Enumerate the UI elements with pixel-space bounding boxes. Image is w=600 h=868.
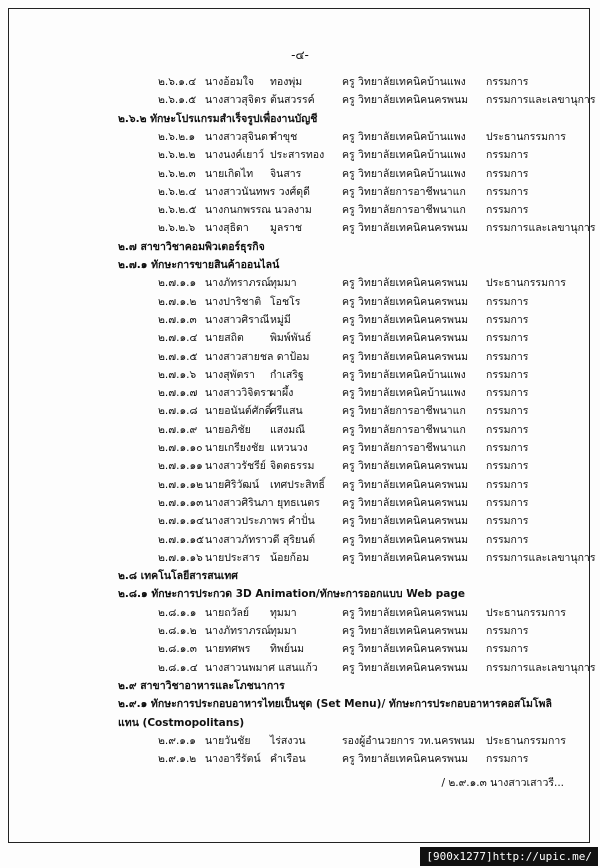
member-name: นายเกรียงชัย xyxy=(205,442,265,454)
member-organization: ครู วิทยาลัยการอาชีพนาแก xyxy=(342,442,466,454)
member-role: กรรมการและเลขานุการ xyxy=(486,94,596,107)
member-number: ๒.๙.๑.๑ xyxy=(158,734,196,747)
member-surname: จิตตธรรม xyxy=(270,460,315,473)
member-name: นายสถิต xyxy=(205,332,244,345)
member-role: กรรมการ xyxy=(486,753,529,766)
member-role: กรรมการ xyxy=(486,442,529,454)
member-organization: ครู วิทยาลัยการอาชีพนาแก xyxy=(342,423,466,436)
committee-member-row xyxy=(0,530,600,550)
member-number: ๒.๖.๒.๕ xyxy=(158,204,197,217)
section-heading xyxy=(0,676,600,696)
committee-member-row xyxy=(0,621,600,641)
committee-member-row xyxy=(0,90,600,110)
member-organization: ครู วิทยาลัยการอาชีพนาแก xyxy=(342,185,466,198)
committee-member-row xyxy=(0,420,600,440)
heading-text: ๒.๗.๑ ทักษะการขายสินค้าออนไลน์ xyxy=(118,259,280,271)
member-surname: กำเสริฐ xyxy=(270,368,304,381)
heading-text: ๒.๙ สาขาวิชาอาหารและโภชนาการ xyxy=(118,679,285,692)
member-organization: ครู วิทยาลัยเทคนิคนครพนม xyxy=(342,625,469,637)
member-role: กรรมการและเลขานุการ xyxy=(486,222,596,235)
member-number: ๒.๖.๒.๔ xyxy=(158,185,197,198)
member-surname: ทุมมา xyxy=(270,625,297,637)
member-number: ๒.๗.๑.๒ xyxy=(158,295,197,308)
committee-member-row xyxy=(0,218,600,238)
watermark: [900x1277]http://upic.me/ xyxy=(420,847,598,866)
member-organization: ครู วิทยาลัยเทคนิคบ้านแพง xyxy=(342,130,466,143)
member-role: ประธานกรรมการ xyxy=(486,734,566,747)
member-role: กรรมการ xyxy=(486,76,529,88)
committee-member-row xyxy=(0,292,600,312)
member-role: กรรมการ xyxy=(486,167,529,180)
committee-member-row xyxy=(0,383,600,403)
committee-member-row xyxy=(0,72,600,92)
member-organization: ครู วิทยาลัยเทคนิคนครพนม xyxy=(342,313,469,326)
member-surname: ผาผึ้ง xyxy=(270,387,294,400)
member-number: ๒.๙.๑.๒ xyxy=(158,753,197,766)
member-name: นางสุพัตรา xyxy=(205,368,255,381)
member-surname: ทองพุ่ม xyxy=(270,76,303,88)
member-role: กรรมการ xyxy=(486,496,529,509)
member-surname: มูลราช xyxy=(270,222,303,235)
member-name: นายเกิดไท xyxy=(205,167,254,180)
member-number: ๒.๗.๑.๑๓ xyxy=(158,496,204,509)
committee-member-row xyxy=(0,127,600,147)
member-surname: ประสารทอง xyxy=(270,149,325,162)
member-organization: ครู วิทยาลัยการอาชีพนาแก xyxy=(342,405,466,418)
member-name: นางสาวรัชรีย์ xyxy=(205,460,266,473)
member-surname: คำขุช xyxy=(270,130,298,143)
page-number: -๔- xyxy=(291,48,309,62)
member-name: นางอ้อมใจ xyxy=(205,76,255,88)
committee-member-row xyxy=(0,401,600,421)
member-number: ๒.๗.๑.๔ xyxy=(158,332,198,345)
member-organization: ครู วิทยาลัยเทคนิคบ้านแพง xyxy=(342,167,466,180)
member-role: กรรมการ xyxy=(486,185,529,198)
heading-text: ๒.๗ สาขาวิชาคอมพิวเตอร์ธุรกิจ xyxy=(118,240,265,253)
member-surname: ทิพย์นม xyxy=(270,643,305,656)
committee-member-row xyxy=(0,511,600,531)
member-number: ๒.๗.๑.๑ xyxy=(158,277,197,290)
member-number: ๒.๗.๑.๕ xyxy=(158,350,198,363)
member-role: กรรมการ xyxy=(486,405,529,418)
member-organization: ครู วิทยาลัยเทคนิคนครพนม xyxy=(342,551,469,564)
member-number: ๒.๖.๑.๕ xyxy=(158,94,197,107)
committee-member-row xyxy=(0,273,600,293)
member-surname: ทุมมา xyxy=(270,277,297,290)
member-name: นางสาวนพมาศ แสนแก้ว xyxy=(205,661,318,674)
member-role: กรรมการ xyxy=(486,313,529,326)
member-role: กรรมการ xyxy=(486,387,529,400)
member-organization: ครู วิทยาลัยเทคนิคนครพนม xyxy=(342,753,469,766)
heading-text: ๒.๘ เทคโนโลยีสารสนเทศ xyxy=(118,570,238,583)
member-number: ๒.๖.๑.๔ xyxy=(158,76,197,88)
member-surname: เทศประสิทธิ์ xyxy=(270,478,325,491)
member-name: นายถวัลย์ xyxy=(205,606,250,619)
member-name: นายอภิชัย xyxy=(205,423,251,436)
member-organization: ครู วิทยาลัยเทคนิคบ้านแพง xyxy=(342,368,466,381)
committee-member-row xyxy=(0,438,600,458)
member-role: กรรมการ xyxy=(486,533,529,546)
committee-member-row xyxy=(0,603,600,623)
member-name: นางนงค์เยาว์ xyxy=(205,149,265,162)
committee-member-row xyxy=(0,456,600,476)
committee-member-row xyxy=(0,493,600,513)
member-role: กรรมการ xyxy=(486,643,529,656)
member-surname: แสงมณี xyxy=(270,423,305,436)
section-heading xyxy=(0,255,600,275)
committee-member-row xyxy=(0,164,600,184)
section-heading xyxy=(0,694,600,714)
member-surname: ศรีแสน xyxy=(270,405,303,418)
member-role: กรรมการ xyxy=(486,625,529,637)
member-role: กรรมการ xyxy=(486,515,529,528)
committee-member-row xyxy=(0,639,600,659)
member-number: ๒.๖.๒.๖ xyxy=(158,222,196,235)
member-name: นางสาวสุจิตร xyxy=(205,94,267,107)
member-role: กรรมการ xyxy=(486,204,529,217)
member-name: นางอารีรัตน์ xyxy=(205,753,261,766)
committee-member-row xyxy=(0,310,600,330)
section-heading xyxy=(0,566,600,586)
member-number: ๒.๗.๑.๖ xyxy=(158,368,197,381)
member-number: ๒.๗.๑.๑๐ xyxy=(158,442,203,454)
member-role: กรรมการ xyxy=(486,478,529,491)
member-surname: จินสาร xyxy=(270,167,302,180)
member-organization: ครู วิทยาลัยเทคนิคบ้านแพง xyxy=(342,149,466,162)
committee-member-row xyxy=(0,145,600,165)
section-heading xyxy=(0,713,600,733)
member-organization: ครู วิทยาลัยเทคนิคนครพนม xyxy=(342,478,469,491)
member-organization: ครู วิทยาลัยเทคนิคนครพนม xyxy=(342,350,469,363)
member-name: นางภัทราภรณ์ xyxy=(205,625,271,637)
member-name: นายอนันต์ศักดิ์ xyxy=(205,405,272,418)
member-organization: ครู วิทยาลัยเทคนิคนครพนม xyxy=(342,460,469,473)
member-organization: ครู วิทยาลัยเทคนิคนครพนม xyxy=(342,332,469,345)
member-organization: ครู วิทยาลัยเทคนิคนครพนม xyxy=(342,496,469,509)
committee-member-row xyxy=(0,731,600,751)
member-organization: ครู วิทยาลัยเทคนิคนครพนม xyxy=(342,533,469,546)
member-surname: หมู่มี xyxy=(270,313,291,326)
continuation-note: / ๒.๙.๑.๓ นางสาวเสาวรี... xyxy=(441,777,564,789)
member-surname: ทุมมา xyxy=(270,606,297,619)
member-surname: ไร่สงวน xyxy=(270,734,306,747)
heading-text: ๒.๖.๒ ทักษะโปรแกรมสำเร็จรูปเพื่องานบัญชี xyxy=(118,112,318,125)
member-role: ประธานกรรมการ xyxy=(486,606,566,619)
member-number: ๒.๗.๑.๑๔ xyxy=(158,515,205,528)
member-organization: รองผู้อำนวยการ วท.นครพนม xyxy=(342,734,475,747)
member-role: กรรมการ xyxy=(486,295,529,308)
member-number: ๒.๗.๑.๑๕ xyxy=(158,533,205,546)
committee-member-row xyxy=(0,200,600,220)
member-name: นายทศพร xyxy=(205,643,251,656)
member-name: นายศิริวัฒน์ xyxy=(205,478,260,491)
member-organization: ครู วิทยาลัยเทคนิคนครพนม xyxy=(342,661,469,674)
member-number: ๒.๗.๑.๘ xyxy=(158,405,198,418)
member-organization: ครู วิทยาลัยเทคนิคนครพนม xyxy=(342,295,469,308)
member-name: นางสาวสุจินดา xyxy=(205,130,274,143)
heading-text: แทน (Costmopolitans) xyxy=(118,716,245,729)
heading-text: ๒.๘.๑ ทักษะการประกวด 3D Animation/ทักษะการออกแบบ Web page xyxy=(118,588,465,601)
member-organization: ครู วิทยาลัยเทคนิคนครพนม xyxy=(342,222,469,235)
member-role: ประธานกรรมการ xyxy=(486,277,566,290)
member-number: ๒.๗.๑.๓ xyxy=(158,313,197,326)
section-heading xyxy=(0,109,600,129)
member-name: นางภัทราภรณ์ xyxy=(205,277,271,290)
member-number: ๒.๗.๑.๑๒ xyxy=(158,478,204,491)
member-role: กรรมการ xyxy=(486,149,529,162)
member-number: ๒.๗.๑.๑๑ xyxy=(158,460,203,473)
member-surname: ต้นสวรรค์ xyxy=(270,94,315,107)
member-surname: คำเรือน xyxy=(270,753,306,766)
member-role: กรรมการ xyxy=(486,423,529,436)
section-heading xyxy=(0,237,600,257)
member-organization: ครู วิทยาลัยเทคนิคบ้านแพง xyxy=(342,76,466,88)
member-organization: ครู วิทยาลัยการอาชีพนาแก xyxy=(342,204,466,217)
member-role: กรรมการและเลขานุการ xyxy=(486,661,596,674)
member-number: ๒.๗.๑.๗ xyxy=(158,387,198,400)
member-name: นางสาววิจิตรา xyxy=(205,387,272,400)
member-number: ๒.๗.๑.๙ xyxy=(158,423,198,436)
member-role: ประธานกรรมการ xyxy=(486,130,566,143)
member-number: ๒.๖.๒.๓ xyxy=(158,167,196,180)
member-role: กรรมการ xyxy=(486,350,529,363)
member-name: นางปาริชาติ xyxy=(205,295,262,308)
member-name: นางสาวภัทราวดี สุริยนต์ xyxy=(205,533,316,546)
member-name: นางสาวสายชล ดาป้อม xyxy=(205,350,310,363)
member-number: ๒.๘.๑.๓ xyxy=(158,643,197,656)
heading-text: ๒.๙.๑ ทักษะการประกอบอาหารไทยเป็นชุด (Set Menu)/ ทักษะการประกอบอาหารคอสโมโพลิ xyxy=(118,698,552,711)
committee-member-row xyxy=(0,749,600,769)
member-name: นางสาวศิรินภา ยุทธเนตร xyxy=(205,496,320,509)
member-name: นายประสาร xyxy=(205,551,261,564)
member-number: ๒.๘.๑.๔ xyxy=(158,661,198,674)
member-role: กรรมการ xyxy=(486,332,529,345)
member-name: นายวันชัย xyxy=(205,734,251,747)
member-organization: ครู วิทยาลัยเทคนิคนครพนม xyxy=(342,94,469,107)
committee-member-row xyxy=(0,475,600,495)
committee-member-row xyxy=(0,347,600,367)
member-number: ๒.๖.๒.๒ xyxy=(158,149,196,162)
committee-member-row xyxy=(0,548,600,568)
member-organization: ครู วิทยาลัยเทคนิคนครพนม xyxy=(342,277,469,290)
committee-member-row xyxy=(0,365,600,385)
member-role: กรรมการ xyxy=(486,368,529,381)
member-name: นางสาวศิราณี xyxy=(205,313,270,326)
committee-member-row xyxy=(0,328,600,348)
member-organization: ครู วิทยาลัยเทคนิคนครพนม xyxy=(342,643,469,656)
section-heading xyxy=(0,584,600,604)
member-number: ๒.๘.๑.๑ xyxy=(158,606,197,619)
member-surname: โอชโร xyxy=(270,295,301,308)
member-number: ๒.๖.๒.๑ xyxy=(158,130,196,143)
member-surname: น้อยก้อม xyxy=(270,551,310,564)
member-surname: แหวนวง xyxy=(270,442,308,454)
committee-member-row xyxy=(0,658,600,678)
member-organization: ครู วิทยาลัยเทคนิคนครพนม xyxy=(342,515,469,528)
member-name: นางกนกพรรณ นวลงาม xyxy=(205,204,312,217)
member-surname: พิมพ์พันธ์ xyxy=(270,332,312,345)
member-organization: ครู วิทยาลัยเทคนิคนครพนม xyxy=(342,606,469,619)
member-role: กรรมการ xyxy=(486,460,529,473)
committee-member-row xyxy=(0,182,600,202)
member-role: กรรมการและเลขานุการ xyxy=(486,551,596,564)
member-organization: ครู วิทยาลัยเทคนิคบ้านแพง xyxy=(342,387,466,400)
member-name: นางสาวประภาพร คำปั่น xyxy=(205,515,315,528)
member-number: ๒.๗.๑.๑๖ xyxy=(158,551,203,564)
member-name: นางสาวนันทพร วงศ์ดุดี xyxy=(205,185,310,198)
member-number: ๒.๘.๑.๒ xyxy=(158,625,197,637)
member-name: นางสุธิดา xyxy=(205,222,249,235)
